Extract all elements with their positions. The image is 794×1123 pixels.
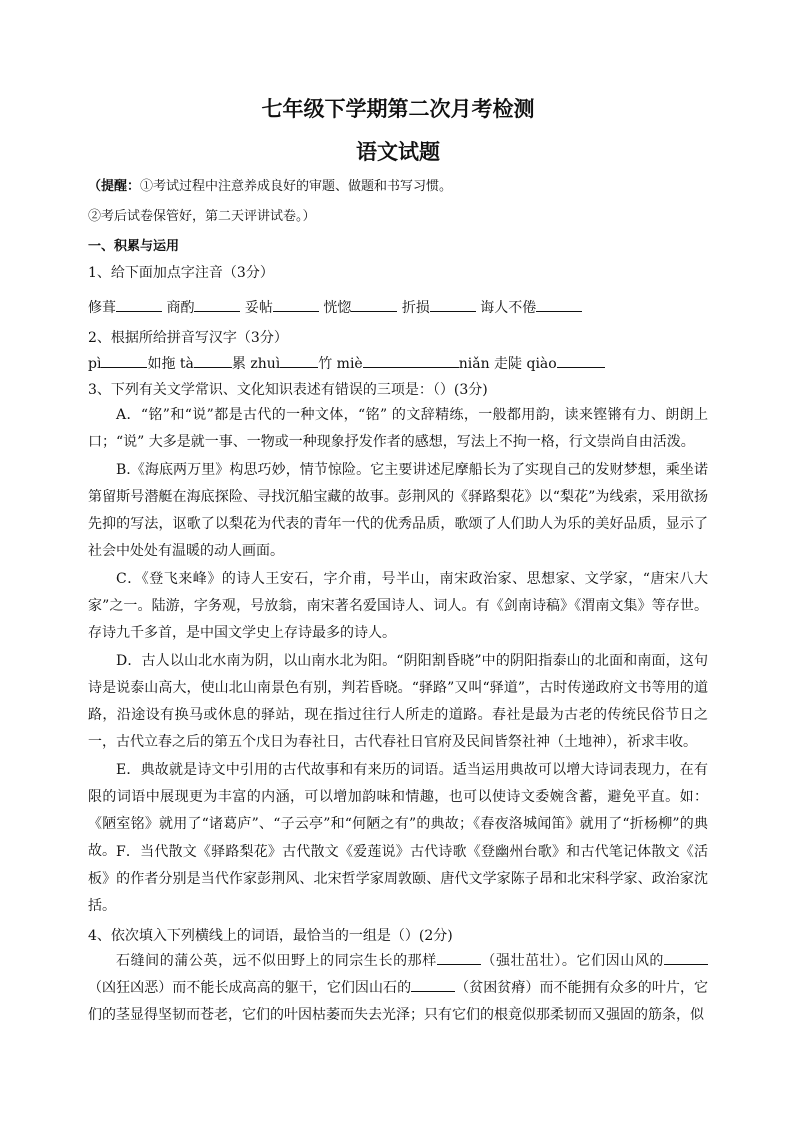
question-1-items: [88, 297, 708, 318]
option-d: D．古人以山北水南为阴，以山南水北为阳。“阴阳割昏晓”中的阴阳指泰山的北面和南面，这句诗是说泰山高大，使山北山南景色有别，判若昏晓。“驿路”又叫“驿道”，古时传递政府文书等用的道路，沿途设有换马或休息的驿站，现在指过往行人所走的道路。春社是最为古老的传统民俗节日之一，古代立春之后的第五个戊日为春社日，古代春社日官府及民间皆祭社神（土地神），祈求丰收。: [88, 653, 708, 750]
answer-blank[interactable]: [437, 950, 481, 965]
section-heading: 一、积累与运用: [88, 239, 180, 254]
passage-text: （贫困贫瘠）而不能拥有众多的叶片，它们的茎显得坚韧而苍老，它们的叶因枯萎而失去光泽；只有它们的根竟似那柔韧而又强固的筋条，似: [88, 980, 709, 1023]
answer-blank[interactable]: [280, 353, 318, 368]
option-f: F．当代散文《驿路梨花》古代散文《爱莲说》古代诗歌《登幽州台歌》和古代笔记体散文《活板》的作者分别是当代作家彭荆风、北宋哲学家周敦颐、唐代文学家陈子昂和北宋科学家、政治家沈括。: [88, 844, 708, 914]
reminder-text-1: ①考试过程中注意养成良好的审题、做题和书写习惯。: [140, 179, 453, 194]
passage-text: （凶狂凶恶）而不能长成高高的躯干，它们因山石的: [88, 980, 412, 996]
option-e: E．典故就是诗文中引用的古代故事和有来历的词语。适当运用典故可以增大诗词表现力，在有限的词语中展现更为丰富的内涵，可以增加韵味和情趣，也可以使诗文委婉含蓄，避免平直。如：《陋室铭》就用了“诸葛庐”、“子云亭”和“何陋之有”的典故；《春夜洛城闻笛》就用了“折杨柳”的典故。: [88, 762, 708, 859]
q1-item: 妥帖: [244, 300, 273, 316]
question-2-items: [88, 353, 708, 374]
passage-text: （强壮茁壮）。它们因山风的: [480, 953, 665, 969]
q1-item: 修葺: [88, 300, 116, 316]
answer-blank[interactable]: [273, 297, 319, 312]
answer-blank[interactable]: [101, 353, 147, 368]
option-b: B.《海底两万里》构思巧妙，情节惊险。它主要讲述尼摩船长为了实现自己的发财梦想，乘坐诺第留斯号潜艇在海底探险、寻找沉船宝藏的故事。彭荆风的《驿路梨花》以“梨花”为线索，采用欲扬先抑的写法，讴歌了以梨花为代表的青年一代的优秀品质，歌颂了人们助人为乐的美好品质，显示了社会中处处有温暖的动人画面。: [88, 462, 708, 559]
question-2-stem: 2、根据所给拼音写汉字（3分）: [88, 330, 288, 346]
page-subtitle: 语文试题: [356, 139, 440, 164]
answer-blank[interactable]: [363, 353, 459, 368]
reminder-line-1: [88, 177, 708, 197]
passage-text: 石缝间的蒲公英，远不似田野上的同宗生长的那样: [116, 953, 437, 969]
page-title: 七年级下学期第二次月考检测: [261, 96, 535, 121]
q2-item: 竹 miè: [318, 356, 363, 372]
question-3-stem: 3、下列有关文学常识、文化知识表述有错误的三项是：（）(3分): [88, 382, 488, 398]
option-c: C．《登飞来峰》的诗人王安石，字介甫，号半山，南宋政治家、思想家、文学家，“唐宋八大家”之一。陆游，字务观，号放翁，南宋著名爱国诗人、词人。有《剑南诗稿》《渭南文集》等存世。存诗九千多首，是中国文学史上存诗最多的诗人。: [88, 571, 708, 641]
answer-blank[interactable]: [536, 297, 582, 312]
option-a: A．“铭”和“说”都是古代的一种文体，“铭” 的文辞精练，一般都用韵，读来铿锵有力、朗朗上口；“说” 大多是就一事、一物或一种现象抒发作者的感想，写法上不拘一格，行文崇尚自由活泼。: [88, 407, 708, 450]
question-4-stem: 4、依次填入下列横线上的词语，最恰当的一组是（）(2分): [88, 928, 453, 944]
q2-item: pì: [88, 356, 102, 372]
answer-blank[interactable]: [430, 297, 476, 312]
q2-item: 如拖 tà: [147, 356, 194, 372]
answer-blank[interactable]: [664, 950, 708, 965]
q1-item: 商酌: [166, 300, 195, 316]
reminder-line-2: ②考后试卷保管好，第二天评讲试卷。）: [88, 209, 316, 224]
reminder-label: （提醒：: [88, 179, 141, 194]
answer-blank[interactable]: [116, 297, 162, 312]
answer-blank[interactable]: [411, 977, 455, 992]
q1-item: 恍惚: [323, 300, 352, 316]
question-4-passage: [88, 948, 708, 1029]
q1-item: 诲人不倦: [480, 300, 537, 316]
q1-item: 折损: [401, 300, 430, 316]
answer-blank[interactable]: [194, 297, 240, 312]
answer-blank[interactable]: [557, 353, 605, 368]
q2-item: 累 zhuì: [231, 356, 281, 372]
q2-item: niǎn 走陡 qiào: [458, 356, 557, 372]
question-1-stem: 1、给下面加点字注音（3分）: [88, 265, 274, 281]
answer-blank[interactable]: [194, 353, 232, 368]
answer-blank[interactable]: [351, 297, 397, 312]
